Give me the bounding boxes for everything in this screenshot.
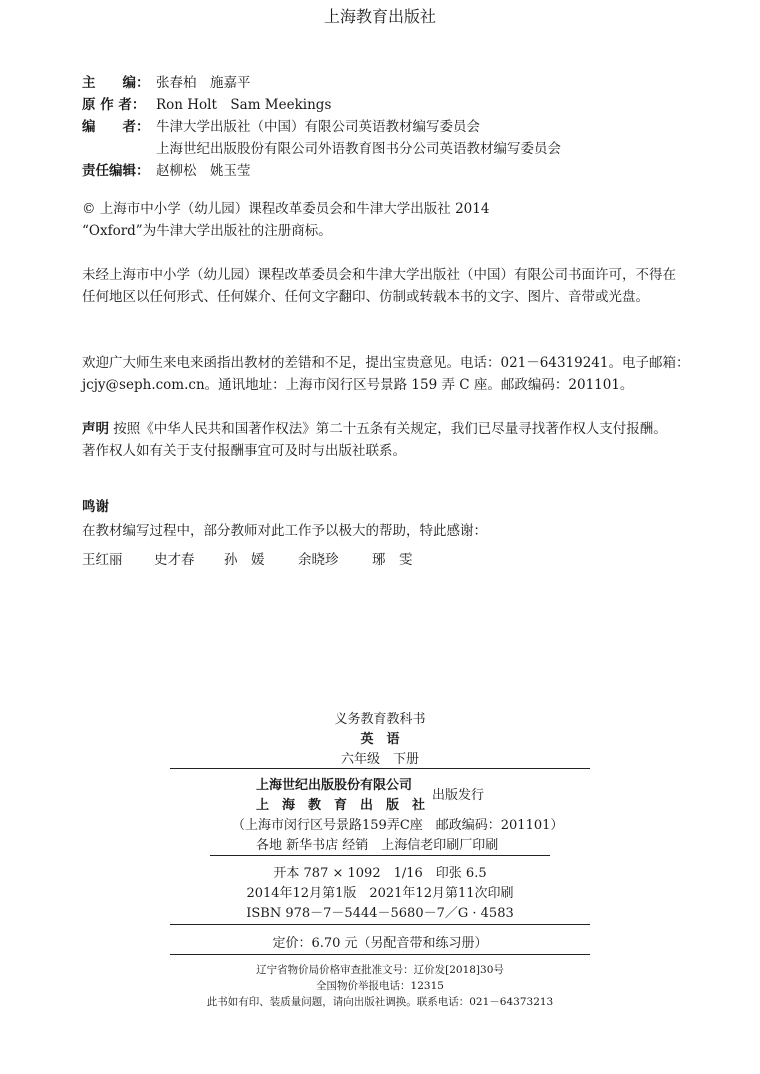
feedback-line-1: 欢迎广大师生来电来函指出教材的差错和不足，提出宝贵意见。电话：021－64319241。电子邮箱： <box>82 355 690 371</box>
ack-name: 史才春 <box>154 552 195 568</box>
cip-grade: 六年级 下册 <box>340 752 419 767</box>
credit-value: Ron Holt Sam Meekings <box>156 97 332 113</box>
feedback-line-2: jcjy@seph.com.cn。通讯地址：上海市闵行区号景路 159 弄 C 座。邮政编码：201101。 <box>82 377 634 393</box>
publisher-header: 上海教育出版社 <box>323 7 436 26</box>
credit-row <box>82 94 561 116</box>
footer-line-1: 辽宁省物价局价格审查批准文号：辽价发[2018]30号 <box>256 964 504 976</box>
credit-label <box>82 138 156 160</box>
ack-name: 余晓珍 <box>298 552 339 568</box>
cip-address: （上海市闵行区号景路159弄C座 邮政编码：201101） <box>232 818 564 833</box>
cip-format: 开本 787 × 1092 1/16 印张 6.5 <box>273 866 487 881</box>
cip-seller: 各地 新华书店 经销 上海信老印刷厂印刷 <box>256 838 499 853</box>
credit-value: 张春柏 施嘉平 <box>156 75 251 91</box>
copyright-line-1: © 上海市中小学（幼儿园）课程改革委员会和牛津大学出版社 2014 <box>82 201 490 217</box>
statement-text: 按照《中华人民共和国著作权法》第二十五条有关规定，我们已尽量寻找著作权人支付报酬。著作权人如有关于支付报酬事宜可及时与出版社联系。 <box>82 421 667 459</box>
acknowledgement-names <box>82 548 432 568</box>
ack-name: 琊 雯 <box>372 552 413 568</box>
credits-block <box>82 72 561 182</box>
cip-isbn: ISBN 978－7－5444－5680－7／G · 4583 <box>246 906 514 921</box>
credit-value: 赵柳松 姚玉莹 <box>156 163 251 179</box>
credit-row <box>82 72 561 94</box>
copyright-line-2: “Oxford”为牛津大学出版社的注册商标。 <box>82 223 332 239</box>
cip-distribution: 出版发行 <box>432 788 485 803</box>
permission-notice: 未经上海市中小学（幼儿园）课程改革委员会和牛津大学出版社（中国）有限公司书面许可，不得在任何地区以任何形式、任何媒介、任何文字翻印、仿制或转载本书的文字、图片、音带或光盘。 <box>82 267 676 305</box>
divider <box>170 954 590 955</box>
cip-series: 义务教育教科书 <box>334 712 426 727</box>
footer-line-2: 全国物价举报电话：12315 <box>316 980 444 992</box>
acknowledgement-text: 在教材编写过程中，部分教师对此工作予以极大的帮助，特此感谢： <box>82 523 487 539</box>
credit-row <box>82 116 561 138</box>
credit-row <box>82 138 561 160</box>
statement-label: 声明 <box>82 421 109 437</box>
ack-name: 王红丽 <box>82 552 123 568</box>
divider <box>210 855 550 856</box>
statement <box>82 418 680 462</box>
cip-publisher-1: 上海世纪出版股份有限公司 <box>256 778 413 793</box>
cip-edition: 2014年12月第1版 2021年12月第11次印刷 <box>246 886 514 901</box>
credit-row <box>82 160 561 182</box>
divider <box>170 924 590 925</box>
credit-label: 原 作 者： <box>82 97 146 113</box>
acknowledgement-title: 鸣谢 <box>82 499 109 515</box>
ack-name: 孙 媛 <box>224 552 265 568</box>
cip-price: 定价：6.70 元（另配音带和练习册） <box>272 936 488 951</box>
credit-label: 编 者： <box>82 119 150 135</box>
credit-value: 上海世纪出版股份有限公司外语教育图书分公司英语教材编写委员会 <box>156 141 561 157</box>
credit-label: 责任编辑： <box>82 163 150 179</box>
cip-subject: 英 语 <box>360 732 400 747</box>
cip-publisher-2: 上 海 教 育 出 版 社 <box>256 798 426 813</box>
footer-line-3: 此书如有印、装质量问题，请向出版社调换。联系电话：021－64373213 <box>206 996 554 1008</box>
divider <box>170 768 590 769</box>
credit-label: 主 编： <box>82 75 150 91</box>
credit-value: 牛津大学出版社（中国）有限公司英语教材编写委员会 <box>156 119 480 135</box>
